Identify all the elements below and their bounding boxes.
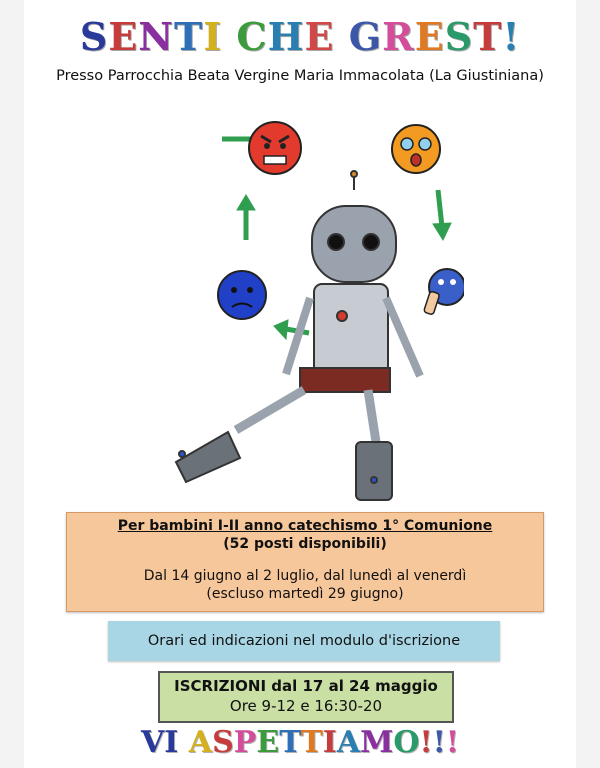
footer-letter: S — [212, 725, 234, 760]
title-letter — [334, 14, 348, 59]
date-exclusion: (escluso martedì 29 giugno) — [206, 586, 404, 602]
footer-letter: E — [256, 725, 280, 760]
sad-face-icon — [218, 271, 266, 319]
angry-face-icon — [249, 122, 301, 174]
title-letter: S — [79, 14, 109, 59]
title-letter: N — [138, 14, 175, 59]
footer-letter: I — [164, 725, 179, 760]
footer-letter: M — [360, 725, 394, 760]
footer-letter: T — [300, 725, 323, 760]
title-letter: C — [236, 14, 268, 59]
footer-letter: A — [188, 725, 213, 760]
title-letter: E — [304, 14, 335, 59]
footer-letter: I — [322, 725, 337, 760]
title-letter: E — [108, 14, 139, 59]
footer-letter: O — [393, 725, 420, 760]
title-letter: ! — [502, 14, 521, 59]
scared-face-icon — [424, 269, 464, 315]
title-letter: G — [348, 14, 383, 59]
hours-note: Orari ed indicazioni nel modulo d'iscrizione — [108, 621, 500, 661]
robot-figure — [176, 171, 420, 500]
footer-letter: ! — [445, 725, 459, 760]
title-letter: I — [203, 14, 223, 59]
title-letter: E — [414, 14, 445, 59]
arrow-down-icon — [433, 190, 451, 240]
flyer-title — [24, 14, 576, 59]
registration-hours: Ore 9-12 e 16:30-20 — [229, 697, 383, 715]
footer-letter: ! — [432, 725, 446, 760]
available-places: (52 posti disponibili) — [223, 536, 387, 552]
parish-subtitle: Presso Parrocchia Beata Vergine Maria Immacolata (La Giustiniana) — [56, 68, 544, 84]
title-letter: R — [382, 14, 415, 59]
title-letter: T — [473, 14, 503, 59]
title-letter: H — [267, 14, 305, 59]
arrow-up-icon — [237, 195, 255, 240]
target-audience: Per bambini I-II anno catechismo 1° Comunione — [117, 518, 493, 534]
footer-letter: ! — [419, 725, 433, 760]
footer-letter: P — [233, 725, 257, 760]
surprised-face-icon — [392, 125, 440, 173]
title-letter: T — [174, 14, 204, 59]
course-info-box — [66, 512, 544, 612]
registration-box — [158, 671, 454, 723]
footer-letter: T — [279, 725, 301, 760]
title-letter — [222, 14, 236, 59]
flyer — [24, 0, 576, 768]
closing-message — [24, 725, 576, 760]
footer-letter — [178, 725, 188, 760]
title-letter: S — [444, 14, 474, 59]
footer-letter: A — [336, 725, 361, 760]
footer-letter: V — [141, 725, 165, 760]
robot-emotions-illustration — [124, 112, 464, 512]
date-range: Dal 14 giugno al 2 luglio, dal lunedì al venerdì — [143, 568, 467, 584]
registration-dates: ISCRIZIONI dal 17 al 24 maggio — [174, 677, 438, 695]
